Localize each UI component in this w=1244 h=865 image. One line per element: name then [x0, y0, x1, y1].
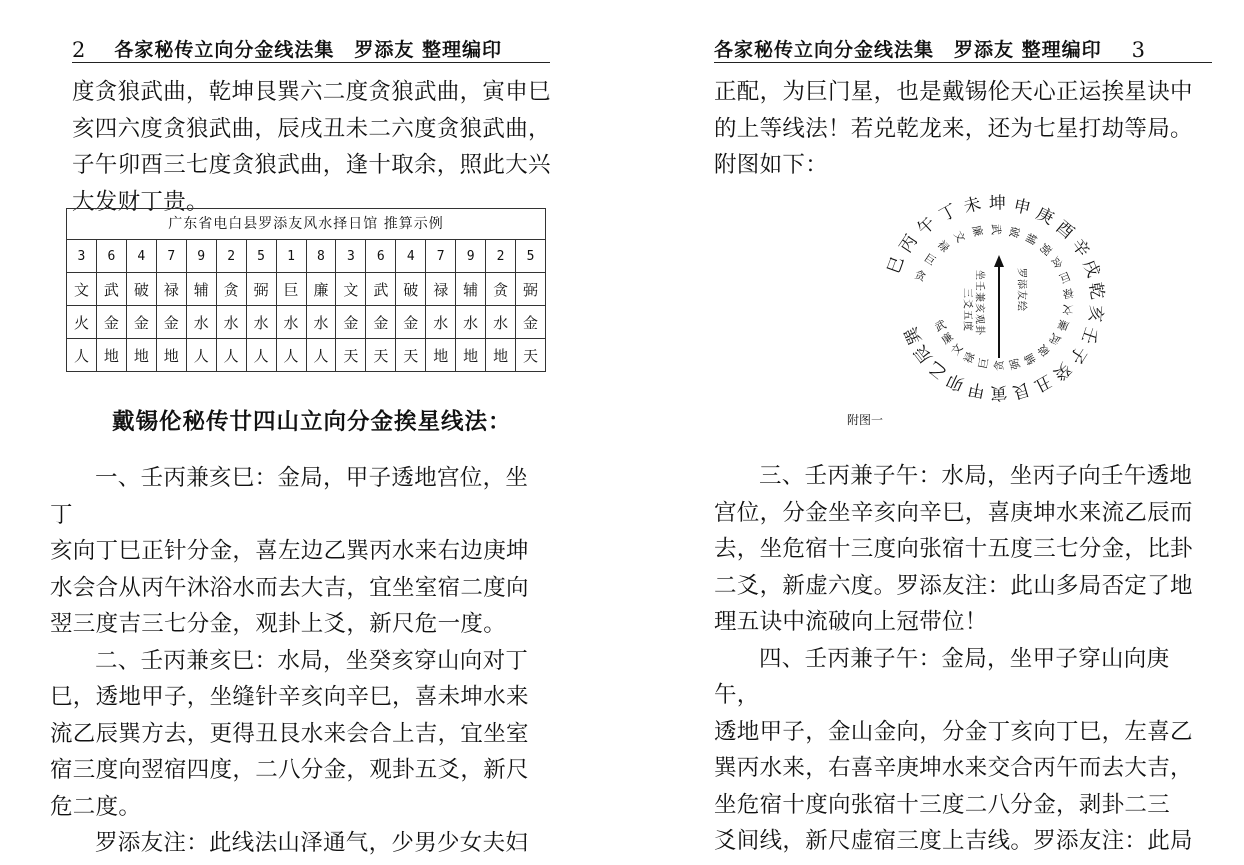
compass-star-label: 贪: [1048, 253, 1066, 271]
table-cell: 天: [396, 339, 426, 371]
table-cell: 地: [456, 339, 486, 371]
table-cell: 8: [307, 240, 337, 272]
table-cell: 天: [336, 339, 366, 371]
compass-author-text: 罗: [1015, 268, 1027, 278]
table-cell: 5: [526, 248, 535, 264]
paragraph: 一、壬丙兼亥巳：金局，甲子透地宫位，坐丁 亥向丁巳正针分金，喜左边乙巽丙水来右边庚坤 水会合从丙午沐浴水而去大吉，宜坐室宿二度向 翌三度吉三七分金，观卦上爻，新尺危一度。: [50, 465, 529, 637]
table-cell: 1: [277, 240, 307, 272]
table-cell: 水: [456, 306, 486, 338]
compass-center-text: 三: [961, 288, 973, 298]
header-title: 各家秘传立向分金线法集: [714, 39, 935, 61]
compass-mountain-label: 丑: [1030, 369, 1056, 396]
header-author: 罗添友 整理编印: [954, 39, 1102, 61]
compass-mountain-label: 卯: [943, 368, 968, 395]
compass-star-label: 文: [948, 341, 966, 358]
table-cell: 破: [127, 273, 157, 305]
table-cell: 辅: [456, 273, 486, 305]
table-cell: 破: [396, 273, 426, 305]
compass-mountain-label: 艮: [1010, 378, 1033, 403]
text-line: 的上等线法！若兑乾龙来，还为七星打劫等局。: [714, 115, 1193, 142]
table-cell: 禄: [426, 273, 456, 305]
right-page: [622, 0, 1244, 865]
compass-star-label: 廉: [1056, 317, 1071, 333]
compass-mountain-label: 巽: [901, 323, 927, 348]
table-cell: 水: [426, 306, 456, 338]
text-line: 正配，为巨门星，也是戴锡伦天心正运挨星诀中: [714, 79, 1193, 105]
compass-mountain-label: 酉: [1051, 217, 1078, 244]
compass-author-text: 添: [1015, 279, 1027, 289]
compass-star-label: 武: [989, 223, 1003, 236]
table-cell: 地: [486, 339, 516, 371]
compass-star-label: 廉: [969, 223, 985, 238]
table-cell: 文: [67, 273, 97, 305]
table-cell: 人: [277, 339, 307, 371]
compass-diagram: [847, 185, 1137, 435]
table-cell: 水: [247, 306, 277, 338]
compass-star-label: 贪: [912, 267, 928, 284]
compass-mountain-label: 庚: [1032, 203, 1057, 230]
compass-center-text: 观: [973, 314, 985, 324]
table-row-stars: [67, 273, 545, 306]
text-line: 子午卯酉三七度贪狼武曲，逢十取余，照此大兴: [72, 152, 551, 178]
compass-star-label: 辅: [1022, 230, 1040, 247]
compass-mountain-label: 辰: [910, 340, 937, 367]
table-cell: 金: [157, 306, 187, 338]
compass-mountain-label: 未: [961, 193, 984, 218]
compass-star-label: 武: [933, 317, 949, 335]
body-text: [714, 458, 1214, 860]
compass-center-text: 爻: [961, 299, 973, 309]
page-number: 3: [1131, 38, 1147, 62]
compass-center-text: 壬: [973, 281, 985, 291]
compass-mountain-label: 甲: [966, 378, 987, 401]
compass-center-text: 亥: [973, 303, 985, 313]
compass-star-label: 禄: [961, 350, 978, 366]
compass-mountain-label: 子: [1064, 342, 1091, 368]
compass-star-label: 巨: [976, 356, 992, 371]
compass-mountain-label: 亥: [1084, 304, 1107, 323]
table-cell: 辅: [187, 273, 217, 305]
table-cell: 4: [396, 240, 426, 272]
compass-star-label: 贪: [992, 359, 1007, 372]
compass-star-label: 破: [1006, 225, 1022, 239]
example-table: [66, 208, 546, 372]
compass-star-label: 廉: [939, 330, 956, 348]
header-author: 罗添友 整理编印: [354, 39, 503, 61]
table-cell: 4: [127, 240, 157, 272]
table-cell: 6: [97, 240, 127, 272]
compass-mountain-label: 乙: [924, 356, 951, 383]
compass-figure: [847, 185, 1137, 435]
compass-mountain-label: 癸: [1048, 357, 1075, 384]
table-cell: 金: [523, 313, 539, 332]
table-cell: 人: [187, 339, 217, 371]
table-cell: 7: [157, 240, 187, 272]
compass-center-text: 度: [961, 321, 973, 331]
compass-mountain-label: 乾: [1084, 281, 1108, 301]
compass-center-text: 五: [961, 310, 973, 320]
body-text: [50, 460, 550, 862]
compass-star-label: 禄: [934, 238, 952, 255]
right-page-header: [714, 28, 1212, 63]
compass-mountain-label: 壬: [1076, 323, 1102, 347]
table-cell: 金: [97, 306, 127, 338]
table-cell: 禄: [157, 273, 187, 305]
table-row-tiers: [67, 339, 545, 371]
paragraph: 四、壬丙兼子午：金局，坐甲子穿山向庚午， 透地甲子，金山金向，分金丁亥向丁巳，左喜乙 巽丙水来，右喜辛庚坤水来交合丙午而去大吉， 坐危宿十度向张宿十三度二八分金，剥卦二三 爻间线，新尺虚宿三度上吉线。罗添友注：此局: [714, 645, 1193, 854]
figure-caption: 附图一: [847, 413, 884, 427]
compass-mountain-label: 戌: [1078, 257, 1104, 281]
compass-star-label: 弼: [1036, 240, 1054, 258]
table-cell: 9: [187, 240, 217, 272]
table-cell: 3: [67, 240, 97, 272]
table-cell: 贪: [486, 273, 516, 305]
compass-star-label: 武: [1047, 330, 1064, 348]
table-cell: 水: [307, 306, 337, 338]
table-cell: 7: [426, 240, 456, 272]
table-cell: 廉: [307, 273, 337, 305]
compass-mountain-label: 寅: [989, 382, 1008, 403]
compass-mountain-label: 丁: [936, 200, 961, 227]
table-cell: 火: [67, 306, 97, 338]
table-cell: 地: [97, 339, 127, 371]
header-title: 各家秘传立向分金线法集: [114, 39, 335, 61]
compass-center-text: 兼: [973, 292, 985, 302]
table-cell: 武: [97, 273, 127, 305]
text-line: 度贪狼武曲，乾坤艮巽六二度贪狼武曲，寅申巳: [72, 79, 551, 105]
compass-author-text: 友: [1015, 290, 1027, 300]
table-cell: 天: [366, 339, 396, 371]
table-cell: 地: [127, 339, 157, 371]
table-cell: 武: [366, 273, 396, 305]
table-cell: 金: [127, 306, 157, 338]
table-cell: 地: [157, 339, 187, 371]
table-cell: 金: [396, 306, 426, 338]
compass-mountain-label: 巳: [883, 253, 909, 277]
table-cell: 9: [456, 240, 486, 272]
compass-mountain-label: 午: [913, 213, 940, 240]
table-cell: 金: [336, 306, 366, 338]
table-cell: 弼: [247, 273, 277, 305]
table-cell: 文: [336, 273, 366, 305]
table-cell: 人: [307, 339, 337, 371]
compass-author-text: 绘: [1015, 301, 1027, 311]
compass-mountain-label: 申: [1011, 195, 1033, 220]
table-cell: 水: [187, 306, 217, 338]
text-line: 附图如下：: [714, 152, 829, 178]
table-row-numbers: [67, 240, 545, 273]
paragraph: 三、壬丙兼子午：水局，坐丙子向壬午透地 宫位，分金坐辛亥向辛巳，喜庚坤水来流乙辰而 去，坐危宿十三度向张宿十五度三七分金，比卦 二爻，新虚六度。罗添友注：此山多局否定了地 理五诀中流破向上冠带位！: [714, 463, 1193, 635]
table-cell: 弼: [523, 280, 539, 299]
compass-center-text: 坐: [973, 270, 985, 280]
table-cell: 人: [67, 339, 97, 371]
section-heading: 戴锡伦秘传廿四山立向分金挨星线法：: [112, 409, 512, 435]
table-cell: 6: [366, 240, 396, 272]
table-cell: 水: [217, 306, 247, 338]
paragraph: 二、壬丙兼亥巳：水局，坐癸亥穿山向对丁 巳，透地甲子，坐缝针辛亥向辛巳，喜未坤水来 流乙辰巽方去，更得丑艮水来会合上吉，宜坐室 宿三度向翌宿四度，二八分金，观卦五爻，新尺 危二度。: [50, 647, 529, 820]
compass-star-label: 弼: [1007, 356, 1023, 372]
table-cell: 人: [247, 339, 277, 371]
text-line: 亥四六度贪狼武曲，辰戌丑未二六度贪狼武曲，: [72, 115, 551, 142]
compass-star-label: 文: [1061, 302, 1074, 317]
intro-text: [72, 74, 556, 220]
compass-mountain-label: 丙: [895, 231, 923, 257]
table-title: 广东省电白县罗添友风水择日馆 推算示例: [67, 209, 545, 240]
table-cell: 天: [523, 346, 539, 365]
table-cell: 巨: [277, 273, 307, 305]
compass-star-label: 巨: [921, 251, 939, 269]
compass-arrow-head: [994, 255, 1004, 267]
compass-star-label: 破: [1035, 341, 1053, 359]
page-number: 2: [72, 38, 87, 62]
compass-star-label: 禄: [1061, 285, 1075, 301]
compass-star-label: 文: [950, 228, 968, 245]
compass-mountain-label: 坤: [988, 193, 1007, 214]
left-page-header: [72, 28, 550, 63]
table-cell: 5: [247, 240, 277, 272]
compass-mountain-label: 辛: [1067, 235, 1094, 261]
table-cell: 2: [217, 240, 247, 272]
table-cell: 水: [277, 306, 307, 338]
table-cell: 地: [426, 339, 456, 371]
compass-star-label: 巨: [1057, 268, 1073, 286]
compass-center-text: 卦: [973, 325, 985, 335]
text-line: 大发财丁贵。: [72, 188, 209, 215]
table-cell: 2: [486, 240, 516, 272]
table-row-elements: [67, 306, 545, 339]
table-cell: 水: [486, 306, 516, 338]
table-cell: 金: [366, 306, 396, 338]
table-cell: 人: [217, 339, 247, 371]
intro-text: [714, 74, 1214, 184]
table-cell: 贪: [217, 273, 247, 305]
table-cell: 3: [336, 240, 366, 272]
paragraph: 罗添友注：此线法山泽通气，少男少女夫妇: [95, 830, 529, 856]
compass-star-label: 辅: [1021, 350, 1039, 367]
